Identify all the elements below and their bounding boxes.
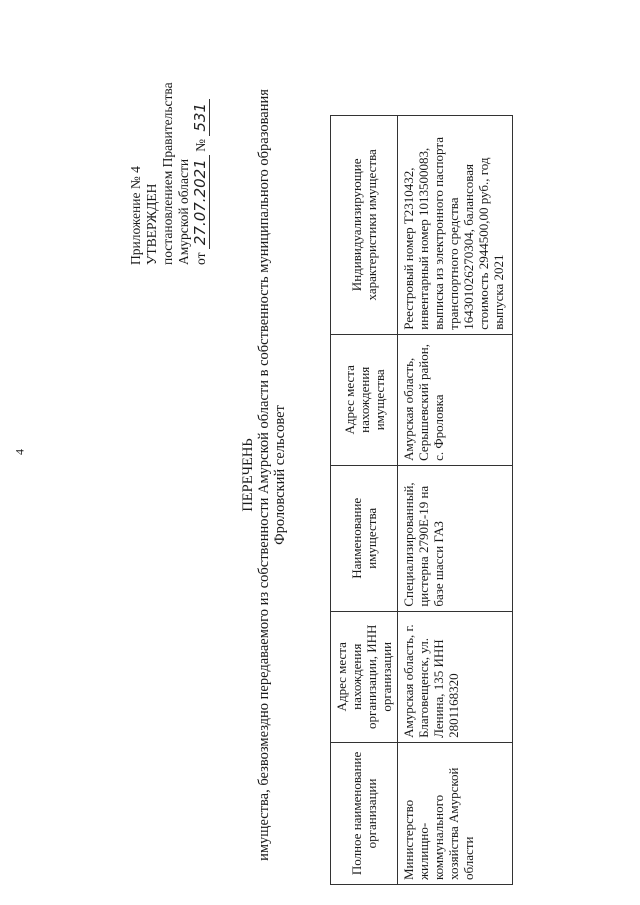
document-title bbox=[240, 45, 288, 905]
property-table bbox=[330, 115, 513, 885]
title-heading: ПЕРЕЧЕНЬ bbox=[240, 438, 256, 512]
table-header-row bbox=[331, 116, 398, 885]
title-line1: имущества, безвозмездно передаваемого из собственности Амурской области в собственность муниципального образования bbox=[256, 89, 272, 861]
cell-org-address: Амурская область, г. Благовещенск, ул. Ленина, 135 ИНН 2801168320 bbox=[398, 611, 513, 742]
cell-characteristics: Реестровый номер Т2310432, инвентарный номер 1013500083, выписка из электронного паспорта транспортного средства 164301026270304, балансовая стоимость 2944500,00 руб., год выпуска 2021 bbox=[398, 116, 513, 335]
approval-date-line bbox=[192, 82, 209, 265]
date-prefix: от bbox=[193, 252, 208, 265]
header-property-address: Адрес места нахождения имущества bbox=[331, 334, 398, 465]
cell-property-name: Специализированный, цистерна 2790E-19 на базе шасси ГАЗ bbox=[398, 465, 513, 611]
cell-property-address: Амурская область, Серышевский район, с. Фроловка bbox=[398, 334, 513, 465]
approval-stamp bbox=[128, 82, 209, 265]
header-characteristics: Индивидуализирующие характеристики имущества bbox=[331, 116, 398, 335]
cell-org-name: Министерство жилищно-коммунального хозяйства Амурской области bbox=[398, 742, 513, 884]
title-line2: Фроловский сельсовет bbox=[272, 405, 288, 545]
header-org-address: Адрес места нахождения организации, ИНН организации bbox=[331, 611, 398, 742]
table-row bbox=[398, 116, 513, 885]
landscape-page bbox=[40, 45, 640, 905]
approval-number: 531 bbox=[191, 99, 210, 136]
approval-approved: УТВЕРЖДЕН bbox=[144, 183, 159, 265]
approval-region: Амурской области bbox=[176, 158, 191, 265]
approval-by-decree: постановлением Правительства bbox=[160, 82, 175, 265]
header-org-name: Полное наименование организации bbox=[331, 742, 398, 884]
approval-appendix: Приложение № 4 bbox=[128, 166, 143, 265]
header-property-name: Наименование имущества bbox=[331, 465, 398, 611]
page-number: 4 bbox=[12, 449, 27, 455]
approval-date: 27.07.2021 bbox=[191, 155, 210, 249]
number-prefix: № bbox=[193, 138, 208, 152]
